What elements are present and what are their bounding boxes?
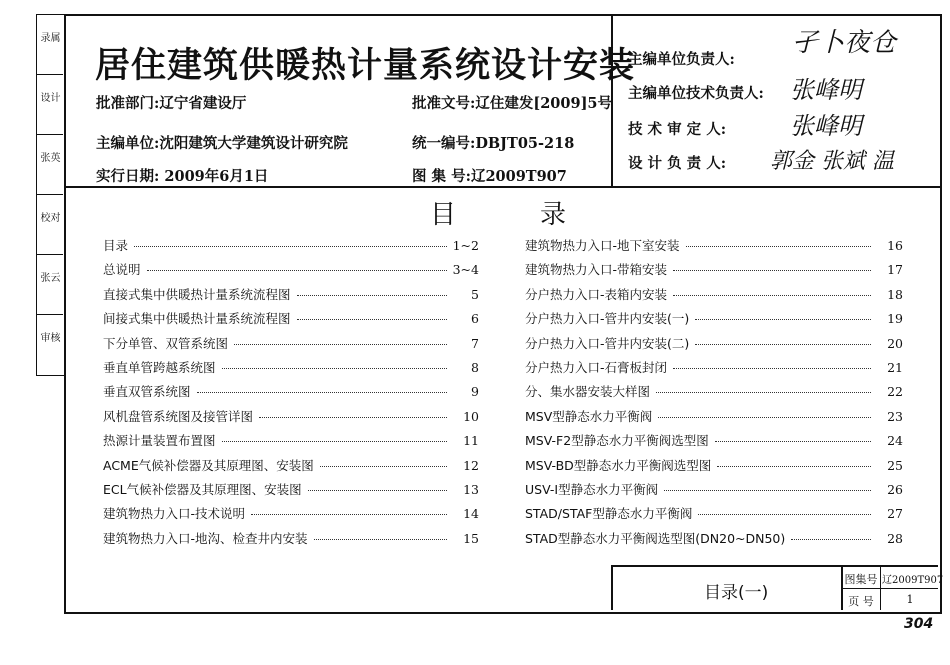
side-stamp-divider: [36, 314, 63, 315]
toc-entry-page: 6: [471, 311, 479, 327]
toc-entry[interactable]: [525, 407, 903, 425]
toc-leader-dots: [791, 539, 871, 540]
toc-entry-label: 建筑物热力入口-地下室安装: [525, 238, 680, 253]
side-stamp-divider: [36, 254, 63, 255]
toc-entry[interactable]: [525, 431, 903, 449]
side-stamp-cell: 校对: [40, 213, 61, 224]
sheet-title: 目录(一): [704, 583, 769, 603]
toc-entry-label: 分户热力入口-表箱内安装: [525, 286, 668, 302]
toc-leader-dots: [656, 392, 871, 393]
toc-entry-label: 分户热力入口-管井内安装(二): [525, 335, 690, 351]
editor-unit: 主编单位:沈阳建筑大学建筑设计研究院: [96, 135, 348, 152]
side-stamp-cell: 录属: [40, 33, 61, 44]
page-number: 304: [904, 616, 934, 632]
toc-entry-label: ECL气候补偿器及其原理图、安装图: [103, 482, 302, 497]
toc-leader-dots: [308, 490, 447, 491]
toc-entry-page: 9: [471, 384, 479, 400]
toc-leader-dots: [698, 514, 871, 515]
toc-leader-dots: [695, 344, 871, 345]
toc-entry[interactable]: [525, 285, 903, 303]
toc-entry-label: 风机盘管系统图及接管详图: [103, 408, 254, 424]
toc-leader-dots: [222, 441, 447, 442]
toc-entry[interactable]: [525, 480, 903, 498]
toc-entry[interactable]: [103, 236, 479, 254]
toc-entry-label: 垂直双管系统图: [103, 384, 191, 400]
tech-head-signature: 张峰明: [790, 76, 862, 104]
toc-entry-label: 垂直单管跨越系统图: [103, 360, 216, 375]
toc-entry-label: MSV-F2型静态水力平衡阀选型图: [525, 433, 709, 449]
toc-entry[interactable]: [103, 431, 479, 449]
toc-leader-dots: [134, 246, 447, 247]
toc-entry[interactable]: [525, 529, 903, 547]
toc-entry-page: 8: [471, 360, 479, 375]
toc-entry-label: 分户热力入口-石膏板封闭: [525, 360, 668, 375]
page-value: 1: [906, 593, 914, 606]
toc-entry[interactable]: [525, 456, 903, 474]
page-title: 居住建筑供暖热计量系统设计安装: [95, 45, 636, 86]
toc-entry-page: 17: [887, 262, 903, 278]
toc-entry-page: 28: [887, 530, 903, 546]
toc-entry-label: 下分单管、双管系统图: [103, 335, 229, 351]
toc-leader-dots: [673, 368, 871, 369]
toc-leader-dots: [658, 417, 871, 418]
tech-head-label: 主编单位技术负责人:: [628, 85, 764, 102]
toc-entry-page: 15: [463, 530, 479, 546]
toc-entry-page: 5: [471, 286, 479, 302]
toc-entry-page: 3~4: [452, 262, 479, 278]
toc-leader-dots: [673, 270, 871, 271]
side-stamp-cell: 张英: [40, 153, 61, 164]
review-label: 技 术 审 定 人:: [628, 121, 727, 138]
toc-entry-page: 11: [463, 433, 479, 449]
toc-entry-page: 16: [887, 238, 903, 253]
side-stamp-divider: [36, 194, 63, 195]
toc-entry-page: 20: [887, 335, 903, 351]
toc-entry[interactable]: [525, 236, 903, 254]
toc-leader-dots: [147, 270, 447, 271]
side-stamp-cell: 张云: [40, 273, 61, 284]
side-stamp-strip: [36, 14, 65, 376]
toc-entry-page: 25: [887, 457, 903, 473]
toc-entry-label: 分户热力入口-管井内安装(一): [525, 311, 690, 327]
toc-entry-label: USV-I型静态水力平衡阀: [525, 482, 659, 497]
toc-entry-label: 建筑物热力入口-技术说明: [103, 506, 246, 522]
toc-entry-label: MSV-BD型静态水力平衡阀选型图: [525, 457, 712, 473]
approval-dept: 批准部门:辽宁省建设厅: [96, 95, 247, 112]
toc-entry[interactable]: [103, 407, 479, 425]
toc-entry-page: 27: [887, 506, 903, 522]
toc-entry[interactable]: [103, 529, 479, 547]
toc-entry[interactable]: [525, 309, 903, 327]
toc-entry-label: 总说明: [103, 262, 141, 278]
toc-heading-1: 目: [430, 200, 457, 230]
header-divider: [64, 186, 940, 188]
toc-heading-2: 录: [540, 200, 567, 230]
toc-entry[interactable]: [103, 260, 479, 278]
atlas-value: 辽2009T907: [882, 575, 944, 586]
side-stamp-divider: [36, 74, 63, 75]
toc-leader-dots: [297, 295, 447, 296]
toc-entry[interactable]: [103, 456, 479, 474]
toc-entry[interactable]: [103, 382, 479, 400]
side-stamp-cell: 设计: [40, 93, 61, 104]
toc-entry-page: 23: [887, 408, 903, 424]
toc-entry[interactable]: [103, 309, 479, 327]
toc-leader-dots: [695, 319, 871, 320]
toc-leader-dots: [314, 539, 447, 540]
toc-leader-dots: [715, 441, 871, 442]
toc-entry-page: 1~2: [452, 238, 479, 253]
approval-doc: 批准文号:辽住建发[2009]5号: [412, 95, 613, 112]
toc-leader-dots: [673, 295, 871, 296]
toc-leader-dots: [222, 368, 447, 369]
toc-leader-dots: [259, 417, 447, 418]
toc-entry-page: 14: [463, 506, 479, 522]
toc-entry-label: 分、集水器安装大样图: [525, 384, 651, 400]
toc-leader-dots: [686, 246, 871, 247]
toc-entry[interactable]: [103, 480, 479, 498]
unit-head-label: 主编单位负责人:: [628, 51, 735, 68]
toc-entry-page: 10: [463, 408, 479, 424]
toc-entry-label: 直接式集中供暖热计量系统流程图: [103, 286, 291, 302]
toc-entry[interactable]: [525, 260, 903, 278]
toc-entry-label: 建筑物热力入口-带箱安装: [525, 262, 668, 278]
review-signature: 张峰明: [790, 112, 862, 140]
toc-leader-dots: [234, 344, 447, 345]
page-label: 页 号: [848, 595, 874, 608]
toc-leader-dots: [717, 466, 871, 467]
toc-entry-page: 7: [471, 335, 479, 351]
toc-entry-label: 间接式集中供暖热计量系统流程图: [103, 311, 291, 327]
toc-entry[interactable]: [525, 382, 903, 400]
toc-entry-label: STAD/STAF型静态水力平衡阀: [525, 506, 693, 522]
toc-entry[interactable]: [103, 334, 479, 352]
toc-entry-page: 19: [887, 311, 903, 327]
toc-entry[interactable]: [525, 358, 903, 376]
toc-entry-page: 12: [463, 457, 479, 473]
toc-entry-label: 建筑物热力入口-地沟、检查井内安装: [103, 530, 308, 546]
toc-leader-dots: [664, 490, 871, 491]
toc-entry[interactable]: [103, 358, 479, 376]
atlas-no: 图 集 号:辽2009T907: [412, 168, 567, 185]
toc-entry-page: 26: [887, 482, 903, 497]
toc-entry-label: ACME气候补偿器及其原理图、安装图: [103, 457, 314, 473]
toc-entry-label: STAD型静态水力平衡阀选型图(DN20~DN50): [525, 530, 786, 546]
toc-entry[interactable]: [103, 285, 479, 303]
side-stamp-divider: [36, 134, 63, 135]
unified-no: 统一编号:DBJT05-218: [412, 135, 575, 152]
toc-leader-dots: [320, 466, 447, 467]
unit-head-signature: 孑卜夜仓: [792, 28, 897, 58]
toc-entry[interactable]: [103, 504, 479, 522]
design-label: 设 计 负 责 人:: [628, 155, 727, 172]
toc-leader-dots: [297, 319, 447, 320]
toc-entry-page: 18: [887, 286, 903, 302]
side-stamp-cell: 审核: [40, 333, 61, 344]
toc-leader-dots: [197, 392, 447, 393]
design-signature: 郭金 张斌 温: [770, 149, 894, 174]
toc-entry[interactable]: [525, 504, 903, 522]
toc-entry[interactable]: [525, 334, 903, 352]
toc-entry-label: 目录: [103, 238, 129, 253]
toc-entry-page: 21: [887, 360, 903, 375]
toc-entry-label: 热源计量装置布置图: [103, 433, 216, 449]
toc-leader-dots: [251, 514, 447, 515]
toc-entry-label: MSV型静态水力平衡阀: [525, 408, 653, 424]
toc-entry-page: 13: [463, 482, 479, 497]
atlas-label: 图集号: [844, 573, 878, 586]
impl-date: 实行日期: 2009年6月1日: [96, 168, 269, 185]
toc-entry-page: 24: [887, 433, 903, 449]
toc-entry-page: 22: [887, 384, 903, 400]
